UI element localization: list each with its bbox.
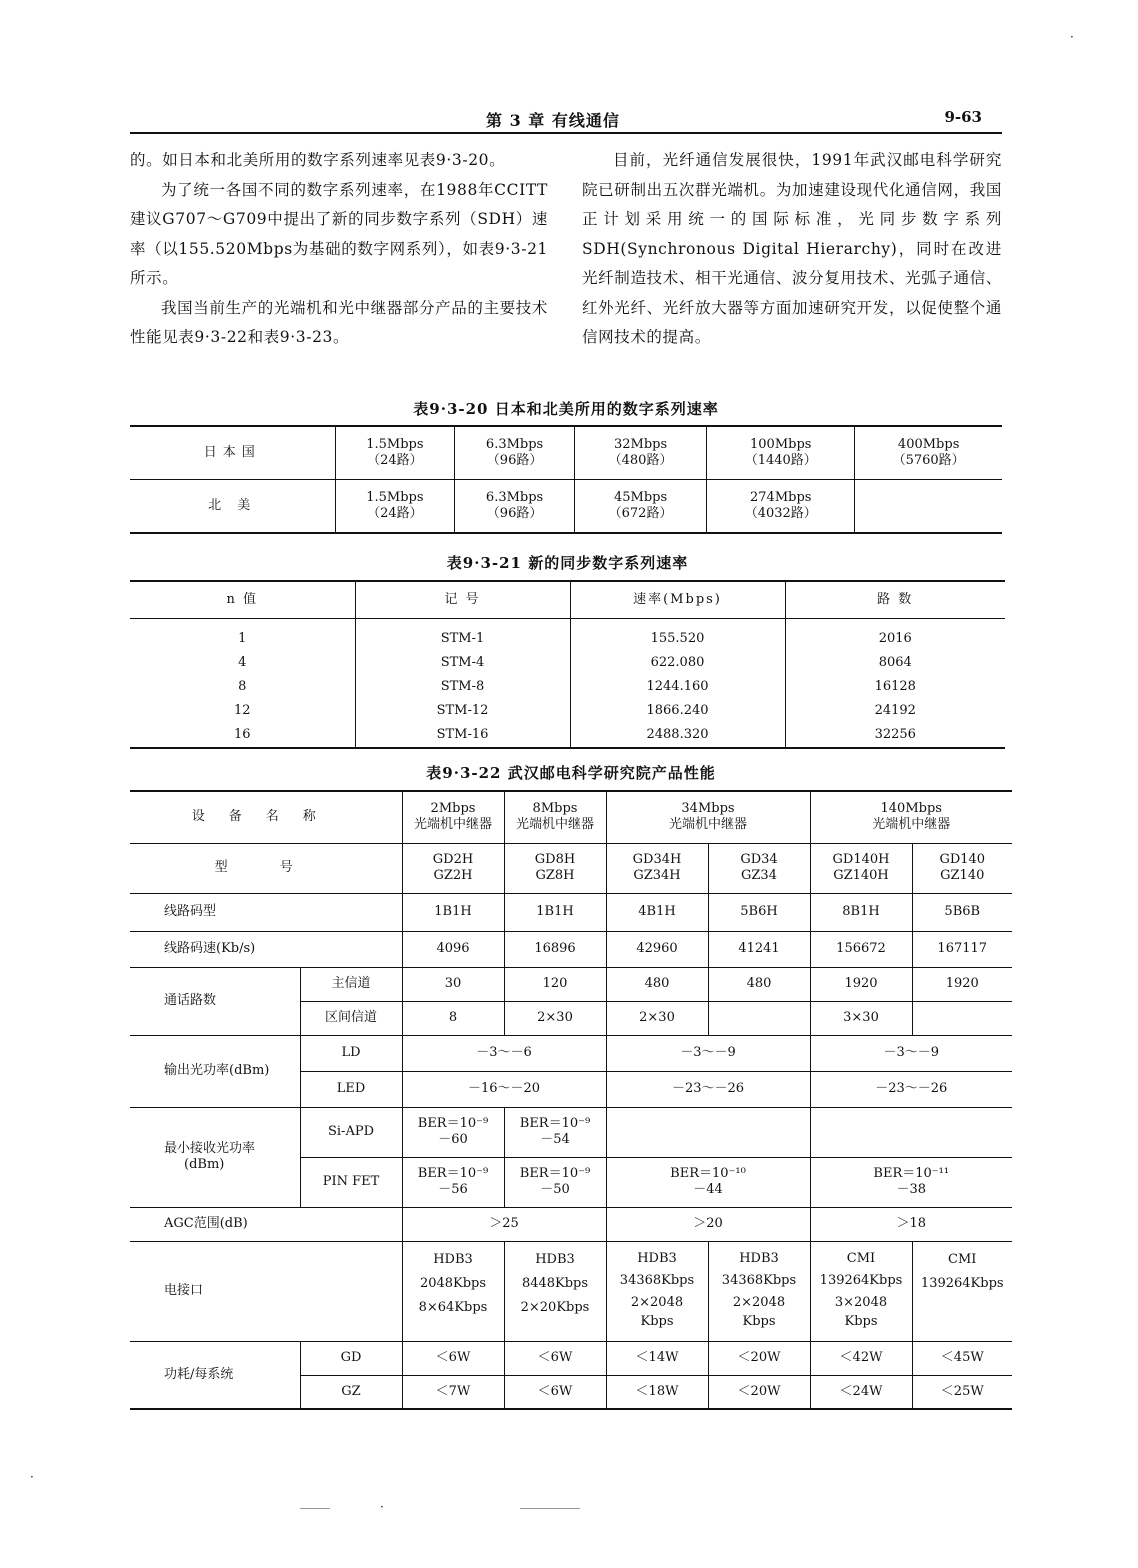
table-cell: 6.3Mbps （96路） [455,426,575,480]
scan-speck: · [30,1470,34,1484]
table-cell: 42960 [606,931,708,967]
table-cell: GD2H GZ2H [402,843,504,893]
table-cell: CMI 139264Kbps [912,1241,1012,1341]
row-label: 日本国 [203,445,261,460]
table-cell: 8 [238,679,247,694]
row-sublabel: GD [300,1341,402,1375]
table-cell [708,1001,810,1035]
table-cell: 1B1H [402,893,504,931]
table-cell: 32Mbps （480路） [574,426,706,480]
table-cell: 8B1H [810,893,912,931]
table-cell: 1.5Mbps （24路） [335,480,455,534]
table-cell: CMI 139264Kbps 3×2048 Kbps [810,1241,912,1341]
scan-speck: · [380,1500,384,1514]
table-cell: 4B1H [606,893,708,931]
table-cell: 4096 [402,931,504,967]
row-label: 通话路数 [130,967,300,1035]
table-cell: HDB3 8448Kbps 2×20Kbps [504,1241,606,1341]
table-cell: 16128 [785,675,1005,699]
table-cell: 8064 [785,651,1005,675]
table-cell: 30 [402,967,504,1001]
table-cell: 32256 [785,723,1005,748]
table-row [130,699,1005,723]
table-cell: GD34 GZ34 [708,843,810,893]
table-cell: GD140 GZ140 [912,843,1012,893]
table-cell: 155.520 [570,619,785,652]
row-label: 电接口 [130,1241,402,1341]
table-row [130,426,1002,480]
column-header: 记 号 [355,581,570,619]
table-row [130,843,1012,893]
table-caption: 表9·3-20 日本和北美所用的数字系列速率 [413,400,719,418]
column-header: 8Mbps 光端机中继器 [504,791,606,843]
table-cell: ＜6W [504,1375,606,1409]
table-cell: 6.3Mbps （96路） [455,480,575,534]
table-cell: 1244.160 [570,675,785,699]
table-caption: 表9·3-21 新的同步数字系列速率 [446,554,689,572]
table-cell: 2×30 [606,1001,708,1035]
scan-line [520,1508,580,1509]
row-label: 功耗/每系统 [130,1341,300,1409]
table-cell: ＞20 [606,1207,810,1241]
table-cell [855,480,1002,534]
table-cell: HDB3 34368Kbps 2×2048 Kbps [708,1241,810,1341]
table-cell: 400Mbps （5760路） [855,426,1002,480]
table-cell: 16896 [504,931,606,967]
table-cell: GD140H GZ140H [810,843,912,893]
scan-line [300,1508,330,1509]
table-row [130,723,1005,748]
table-cell: STM-4 [355,651,570,675]
table-cell: －23～－26 [606,1071,810,1107]
running-header [130,108,1002,134]
column-header: 设备名称 [130,791,402,843]
row-label: 北 美 [130,480,335,534]
column-header: 34Mbps 光端机中继器 [606,791,810,843]
column-header: 路 数 [785,581,1005,619]
table-cell: 156672 [810,931,912,967]
table-header-row [130,791,1012,843]
table-cell: GD34H GZ34H [606,843,708,893]
table-cell: ＜45W [912,1341,1012,1375]
row-sublabel: PIN FET [300,1157,402,1207]
table-product-performance [130,790,1012,1410]
table-cell: ＜20W [708,1375,810,1409]
row-label: 型 号 [130,843,402,893]
right-column [582,146,1002,353]
table-cell: HDB3 2048Kbps 8×64Kbps [402,1241,504,1341]
table-cell: ＜18W [606,1375,708,1409]
column-header: 140Mbps 光端机中继器 [810,791,1012,843]
table-cell: ＜14W [606,1341,708,1375]
paragraph: 我国当前生产的光端机和光中继器部分产品的主要技术性能见表9·3-22和表9·3-23。 [130,298,548,346]
paragraph: 为了统一各国不同的数字系列速率，在1988年CCITT建议G707～G709中提出了新的同步数字系列（SDH）速率（以155.520Mbps为基础的数字网系列），如表9·3-21所示。 [130,180,548,287]
table-row [130,931,1012,967]
table-cell: 3×30 [810,1001,912,1035]
table-cell: BER＝10⁻⁹ －56 [402,1157,504,1207]
table-cell: 5B6B [912,893,1012,931]
table-cell: ＞18 [810,1207,1012,1241]
table-row [130,1241,1012,1341]
table-cell: BER＝10⁻¹⁰ －44 [606,1157,810,1207]
table-header-row [130,581,1005,619]
table-cell: 120 [504,967,606,1001]
column-header: 2Mbps 光端机中继器 [402,791,504,843]
table-cell: 2016 [785,619,1005,652]
table-cell: 41241 [708,931,810,967]
row-sublabel: LD [300,1035,402,1071]
paragraph: 目前，光纤通信发展很快，1991年武汉邮电科学研究院已研制出五次群光端机。为加速建设现代化通信网，我国正计划采用统一的国际标准，光同步数字系列SDH(Synchronous Digital Hierarchy)，同时在改进光纤制造技术、相干光通信、波分复用技术、光弧子通信、红外光纤、光纤放大器等方面加速研究开发，以促使整个通信网技术的提高。 [582,151,1002,346]
table-cell: GD8H GZ8H [504,843,606,893]
table-cell: BER＝10⁻¹¹ －38 [810,1157,1012,1207]
table-cell: ＜7W [402,1375,504,1409]
row-sublabel: Si-APD [300,1107,402,1157]
table-cell: 1866.240 [570,699,785,723]
table-cell: 1B1H [504,893,606,931]
table-row [130,480,1002,534]
table-cell: STM-1 [355,619,570,652]
row-sublabel: LED [300,1071,402,1107]
row-label: 输出光功率(dBm) [130,1035,300,1107]
table-row [130,1341,1012,1375]
table-cell: －3～－6 [402,1035,606,1071]
paragraph: 的。如日本和北美所用的数字系列速率见表9·3-20。 [130,151,506,169]
table-cell: 100Mbps （1440路） [707,426,855,480]
table-cell: 2488.320 [570,723,785,748]
table-cell: 1 [238,631,247,646]
row-sublabel: 主信道 [300,967,402,1001]
table-cell: 8 [402,1001,504,1035]
table-cell: STM-16 [355,723,570,748]
table-cell: 12 [233,703,251,718]
table-cell: 274Mbps （4032路） [707,480,855,534]
table-cell: ＞25 [402,1207,606,1241]
chapter-title: 第 3 章 有线通信 [486,111,620,130]
table-cell: 24192 [785,699,1005,723]
table-cell: 2×30 [504,1001,606,1035]
table-cell: 1920 [912,967,1012,1001]
table-row [130,967,1012,1001]
table-cell: 4 [238,655,247,670]
table-row [130,1035,1012,1071]
table-cell: －16～－20 [402,1071,606,1107]
row-label: 线路码速(Kb/s) [130,931,402,967]
table-cell: BER＝10⁻⁹ －50 [504,1157,606,1207]
table-row [130,675,1005,699]
table-row [130,651,1005,675]
table-cell: －23～－26 [810,1071,1012,1107]
table-cell: ＜25W [912,1375,1012,1409]
table-cell: ＜20W [708,1341,810,1375]
column-header: n 值 [130,581,355,619]
table-cell: 622.080 [570,651,785,675]
table-digital-rates [130,425,1002,534]
table-cell: HDB3 34368Kbps 2×2048 Kbps [606,1241,708,1341]
table-cell: STM-12 [355,699,570,723]
table-sdh-rates [130,580,1005,749]
table-cell: 16 [233,727,251,742]
table-cell: ＜24W [810,1375,912,1409]
row-sublabel: GZ [300,1375,402,1409]
table-cell: 480 [606,967,708,1001]
table-cell [912,1001,1012,1035]
table-row [130,619,1005,652]
table-row [130,1107,1012,1157]
page-number: 9-63 [944,108,982,126]
table-cell: BER＝10⁻⁹ －60 [402,1107,504,1157]
row-label: 线路码型 [130,893,402,931]
table-caption: 表9·3-22 武汉邮电科学研究院产品性能 [426,764,716,782]
table-cell: ＜6W [402,1341,504,1375]
table-cell: 45Mbps （672路） [574,480,706,534]
table-cell: 167117 [912,931,1012,967]
table-cell: ＜42W [810,1341,912,1375]
table-cell: BER＝10⁻⁹ －54 [504,1107,606,1157]
table-cell: 5B6H [708,893,810,931]
table-cell: ＜6W [504,1341,606,1375]
table-cell: －3～－9 [606,1035,810,1071]
row-sublabel: 区间信道 [300,1001,402,1035]
table-cell: STM-8 [355,675,570,699]
table-cell: －3～－9 [810,1035,1012,1071]
table-cell [810,1107,1012,1157]
row-label: AGC范围(dB) [130,1207,402,1241]
table-cell: 480 [708,967,810,1001]
table-row [130,893,1012,931]
row-label: 最小接收光功率 (dBm) [130,1107,300,1207]
column-header: 速率(Mbps) [570,581,785,619]
table-cell: 1920 [810,967,912,1001]
scan-speck: · [1070,30,1074,44]
table-cell [606,1107,810,1157]
table-cell: 1.5Mbps （24路） [335,426,455,480]
left-column [130,146,548,353]
table-row [130,1207,1012,1241]
